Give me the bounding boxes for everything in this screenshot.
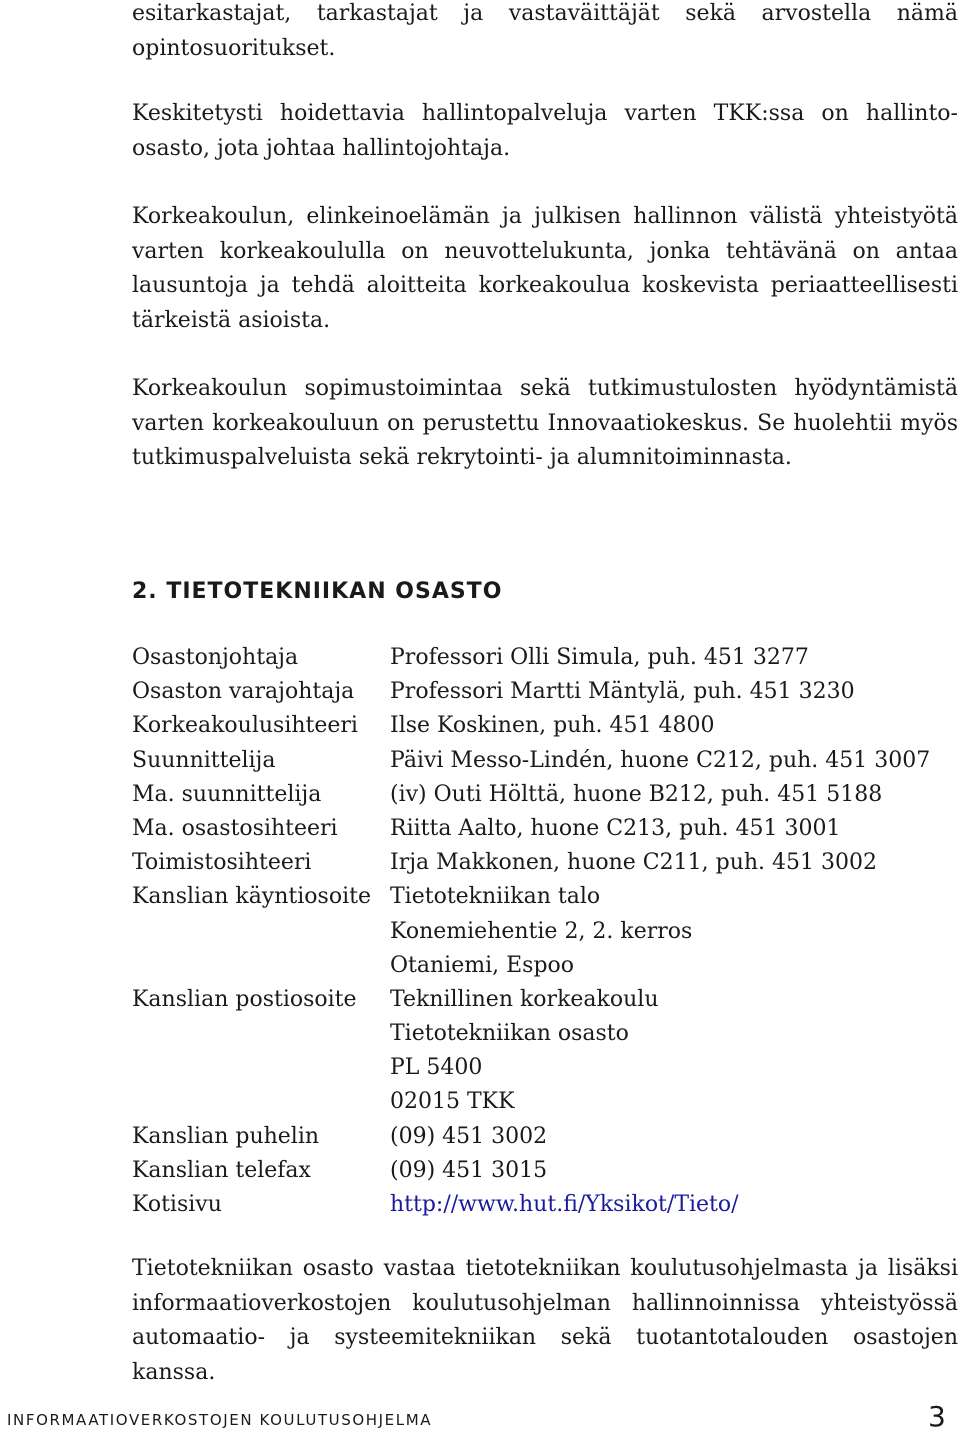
contact-label: Kanslian käyntiosoite xyxy=(132,884,371,910)
contact-row xyxy=(132,1085,958,1119)
contact-row xyxy=(132,1120,958,1154)
contact-label: Osaston varajohtaja xyxy=(132,679,355,705)
paragraph-innovation-centre: Korkeakoulun sopimustoimintaa sekä tutkimustulosten hyödyntämistä varten korkeakouluun on perustettu Innovaatiokeskus. Se huolehtii myös tutkimuspalveluista sekä rekrytointi- ja alumnitoiminnasta. xyxy=(132,376,958,470)
paragraph-advisory-board: Korkeakoulun, elinkeinoelämän ja julkisen hallinnon välistä yhteistyötä varten korkeakoululla on neuvottelukunta, jonka tehtävänä on antaa lausuntoja ja tehdä aloitteita korkeakoulua koskevista periaatteellisesti tärkeistä asioista. xyxy=(132,204,958,333)
homepage-link[interactable]: http://www.hut.fi/Yksikot/Tieto/ xyxy=(390,1192,739,1217)
contact-value: (09) 451 3002 xyxy=(390,1123,548,1149)
contact-value: (09) 451 3015 xyxy=(390,1157,548,1183)
contact-value: Teknillinen korkeakoulu xyxy=(390,986,659,1012)
contact-label: Suunnittelija xyxy=(132,747,276,773)
contact-row xyxy=(132,641,958,675)
contact-row xyxy=(132,778,958,812)
contact-row xyxy=(132,880,958,914)
contact-label xyxy=(132,1051,390,1085)
contact-label xyxy=(132,915,390,949)
contact-value: Professori Olli Simula, puh. 451 3277 xyxy=(390,645,809,670)
contact-value: Ilse Koskinen, puh. 451 4800 xyxy=(390,713,715,739)
contact-value: Riitta Aalto, huone C213, puh. 451 3001 xyxy=(390,815,841,841)
contact-row xyxy=(132,983,958,1017)
contact-label: Kanslian telefax xyxy=(132,1157,311,1183)
page-number: 3 xyxy=(928,1400,946,1433)
contact-row xyxy=(132,675,958,709)
paragraph-administration: Keskitetysti hoidettavia hallintopalveluja varten TKK:ssa on hallinto-osasto, jota johtaa hallintojohtaja. xyxy=(132,101,958,161)
contact-row xyxy=(132,1188,958,1222)
contact-label: Ma. suunnittelija xyxy=(132,781,322,807)
section-heading: 2. TIETOTEKNIIKAN OSASTO xyxy=(132,579,503,604)
contact-row xyxy=(132,915,958,949)
contact-row xyxy=(132,744,958,778)
contact-value: Tietotekniikan osasto xyxy=(390,1021,629,1047)
contact-label xyxy=(132,949,390,983)
contact-value: (iv) Outi Hölttä, huone B212, puh. 451 5188 xyxy=(390,781,883,807)
contact-value: Professori Martti Mäntylä, puh. 451 3230 xyxy=(390,679,855,705)
paragraph-department-role: Tietotekniikan osasto vastaa tietotekniikan koulutusohjelmasta ja lisäksi informaatioverkostojen koulutusohjelman hallinnoinnissa yhteistyössä automaatio- ja systeemitekniikan sekä tuotantotalouden osastojen kanssa. xyxy=(132,1256,958,1385)
contact-label: Ma. osastosihteeri xyxy=(132,815,338,841)
contact-row xyxy=(132,1017,958,1051)
contact-value: PL 5400 xyxy=(390,1055,483,1081)
contact-row xyxy=(132,1154,958,1188)
contact-value: Päivi Messo-Lindén, huone C212, puh. 451 3007 xyxy=(390,747,931,773)
contact-label: Toimistosihteeri xyxy=(132,850,312,876)
contact-value: 02015 TKK xyxy=(390,1089,515,1115)
contact-row xyxy=(132,812,958,846)
contact-row xyxy=(132,709,958,743)
contact-label xyxy=(132,1085,390,1119)
contact-value: Tietotekniikan talo xyxy=(390,884,601,910)
contact-table xyxy=(132,641,958,1222)
contact-label xyxy=(132,1017,390,1051)
paragraph-continuation: esitarkastajat, tarkastajat ja vastaväittäjät sekä arvostella nämä opintosuoritukset. xyxy=(132,1,958,61)
footer-title: INFORMAATIOVERKOSTOJEN KOULUTUSOHJELMA xyxy=(7,1411,433,1429)
contact-row xyxy=(132,846,958,880)
contact-label: Kanslian postiosoite xyxy=(132,986,357,1012)
contact-value: Konemiehentie 2, 2. kerros xyxy=(390,918,693,944)
contact-row xyxy=(132,1051,958,1085)
contact-value: Irja Makkonen, huone C211, puh. 451 3002 xyxy=(390,850,877,876)
contact-label: Kotisivu xyxy=(132,1192,222,1217)
contact-label: Osastonjohtaja xyxy=(132,645,299,670)
contact-label: Korkeakoulusihteeri xyxy=(132,713,358,739)
contact-label: Kanslian puhelin xyxy=(132,1123,320,1149)
contact-row xyxy=(132,949,958,983)
contact-value: Otaniemi, Espoo xyxy=(390,952,575,978)
